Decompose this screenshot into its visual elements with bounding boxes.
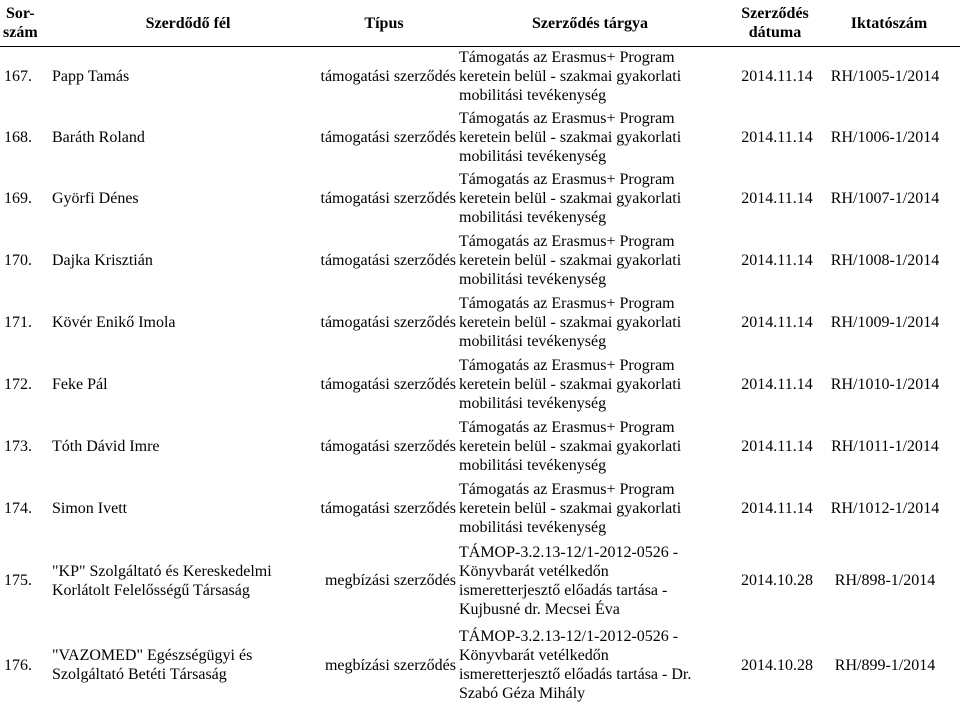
table-row bbox=[0, 415, 960, 477]
registration-number: RH/1011-1/2014 bbox=[831, 437, 939, 455]
contract-date: 2014.11.14 bbox=[741, 251, 813, 269]
row-number: 175. bbox=[4, 572, 32, 589]
table-row bbox=[0, 477, 960, 539]
registration-number: RH/899-1/2014 bbox=[834, 656, 936, 674]
row-number: 169. bbox=[4, 190, 32, 207]
contract-date: 2014.11.14 bbox=[741, 129, 813, 146]
contracting-party: Tóth Dávid Imre bbox=[52, 437, 160, 455]
header-subject: Szerződés tárgya bbox=[532, 14, 648, 32]
registration-number: RH/1005-1/2014 bbox=[830, 68, 940, 85]
contract-type: támogatási szerződés bbox=[320, 499, 456, 517]
table-row bbox=[0, 46, 960, 107]
contract-subject: TÁMOP-3.2.13-12/1-2012-0526 - Könyvbarát vetélkedőn ismeretterjesztő előadás tartása - Kujbusné dr. Mecsei Éva bbox=[459, 543, 679, 618]
header-type: Típus bbox=[364, 14, 404, 32]
contract-subject: Támogatás az Erasmus+ Program keretein belül - szakmai gyakorlati mobilitási tevékenység bbox=[459, 171, 682, 226]
row-number: 171. bbox=[4, 313, 32, 331]
registration-number: RH/1009-1/2014 bbox=[830, 313, 940, 331]
contract-date: 2014.10.28 bbox=[741, 572, 813, 589]
contract-date: 2014.11.14 bbox=[741, 190, 813, 207]
contract-date: 2014.11.14 bbox=[741, 375, 813, 393]
registration-number: RH/1007-1/2014 bbox=[830, 190, 940, 207]
contract-date: 2014.11.14 bbox=[741, 499, 813, 517]
table-row bbox=[0, 539, 960, 622]
contracting-party: Dajka Krisztián bbox=[52, 251, 153, 269]
contract-type: megbízási szerződés bbox=[324, 572, 456, 589]
contracting-party: "VAZOMED" Egészségügyi és Szolgáltató Betéti Társaság bbox=[52, 647, 253, 683]
contract-subject: Támogatás az Erasmus+ Program keretein belül - szakmai gyakorlati mobilitási tevékenység bbox=[459, 418, 682, 474]
contract-type: támogatási szerződés bbox=[320, 313, 456, 331]
contracting-party: Papp Tamás bbox=[52, 68, 130, 85]
row-number: 168. bbox=[4, 129, 32, 146]
contract-subject: TÁMOP-3.2.13-12/1-2012-0526 - Könyvbarát vetélkedőn ismeretterjesztő előadás tartása - Dr. Szabó Géza Mihály bbox=[459, 628, 692, 702]
contract-type: támogatási szerződés bbox=[320, 375, 456, 393]
contract-subject: Támogatás az Erasmus+ Program keretein belül - szakmai gyakorlati mobilitási tevékenység bbox=[459, 356, 682, 412]
table-row bbox=[0, 622, 960, 708]
header-date: Szerződés dátuma bbox=[741, 5, 809, 41]
contract-date: 2014.11.14 bbox=[741, 68, 813, 85]
contract-type: támogatási szerződés bbox=[320, 190, 456, 207]
contracting-party: Kövér Enikő Imola bbox=[52, 313, 176, 331]
contract-date: 2014.11.14 bbox=[741, 313, 813, 331]
table-row bbox=[0, 107, 960, 168]
contract-type: támogatási szerződés bbox=[320, 68, 456, 85]
contract-type: támogatási szerződés bbox=[320, 129, 456, 146]
registration-number: RH/898-1/2014 bbox=[834, 572, 936, 589]
row-number: 172. bbox=[4, 375, 32, 393]
table-row bbox=[0, 291, 960, 353]
contract-type: támogatási szerződés bbox=[320, 251, 456, 269]
table-row bbox=[0, 229, 960, 291]
row-number: 173. bbox=[4, 437, 32, 455]
contract-subject: Támogatás az Erasmus+ Program keretein belül - szakmai gyakorlati mobilitási tevékenység bbox=[459, 480, 682, 536]
row-number: 176. bbox=[4, 656, 32, 674]
contract-type: támogatási szerződés bbox=[320, 437, 456, 455]
contract-date: 2014.11.14 bbox=[741, 437, 813, 455]
contract-subject: Támogatás az Erasmus+ Program keretein belül - szakmai gyakorlati mobilitási tevékenység bbox=[459, 294, 682, 350]
row-number: 167. bbox=[4, 68, 32, 85]
contract-subject: Támogatás az Erasmus+ Program keretein belül - szakmai gyakorlati mobilitási tevékenység bbox=[459, 110, 682, 165]
contracting-party: Simon Ivett bbox=[52, 499, 128, 517]
table-row bbox=[0, 353, 960, 415]
contracting-party: "KP" Szolgáltató és Kereskedelmi Korlátolt Felelősségű Társaság bbox=[52, 562, 272, 599]
row-number: 174. bbox=[4, 499, 32, 517]
contracting-party: Györfi Dénes bbox=[52, 190, 139, 207]
header-registration: Iktatószám bbox=[850, 14, 928, 32]
contracting-party: Baráth Roland bbox=[52, 129, 145, 146]
contract-subject: Támogatás az Erasmus+ Program keretein belül - szakmai gyakorlati mobilitási tevékenység bbox=[459, 49, 682, 104]
registration-number: RH/1012-1/2014 bbox=[830, 499, 940, 517]
contract-date: 2014.10.28 bbox=[741, 656, 813, 674]
header-party: Szerdődő fél bbox=[145, 14, 231, 32]
registration-number: RH/1008-1/2014 bbox=[830, 251, 940, 269]
header-number: Sor- szám bbox=[3, 5, 38, 41]
registration-number: RH/1010-1/2014 bbox=[830, 375, 940, 393]
contract-subject: Támogatás az Erasmus+ Program keretein belül - szakmai gyakorlati mobilitási tevékenység bbox=[459, 232, 682, 288]
contracting-party: Feke Pál bbox=[52, 375, 108, 393]
contract-type: megbízási szerződés bbox=[324, 656, 456, 674]
table-row bbox=[0, 168, 960, 229]
registration-number: RH/1006-1/2014 bbox=[830, 129, 940, 146]
row-number: 170. bbox=[4, 251, 32, 269]
